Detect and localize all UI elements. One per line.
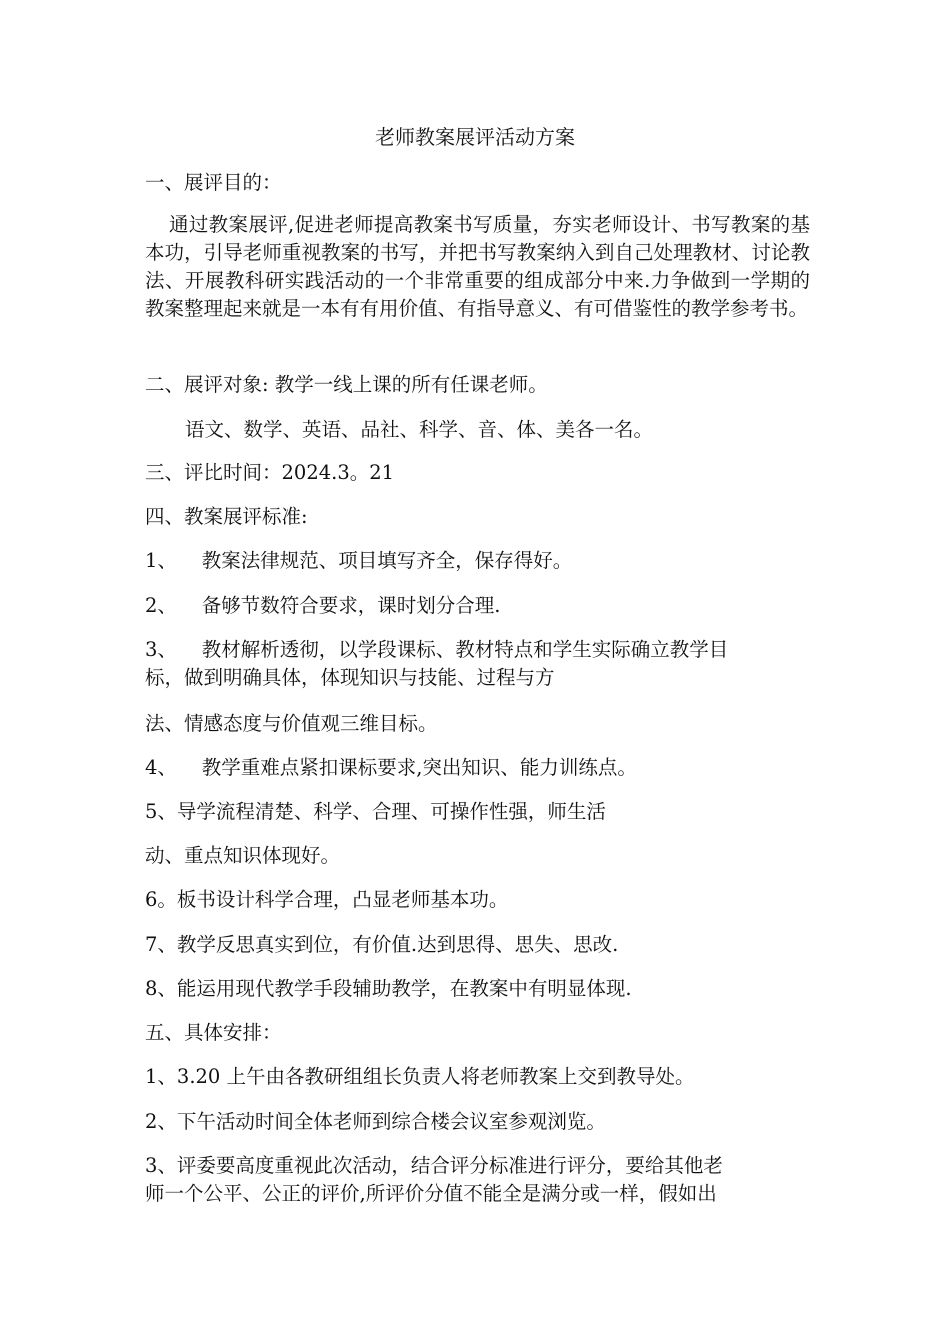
section-heading-criteria: 四、教案展评标准:	[145, 505, 308, 528]
arrangement-item: 1、3.20 上午由各教研组组长负责人将老师教案上交到教导处。	[145, 1065, 695, 1088]
section-heading-purpose: 一、展评目的：	[145, 171, 282, 194]
arrangement-item: 2、下午活动时间全体老师到综合楼会议室参观浏览。	[145, 1110, 606, 1133]
section-heading-arrangement: 五、具体安排：	[145, 1021, 282, 1044]
section-heading-time: 三、评比时间：2024.3。21	[145, 461, 395, 484]
section-heading-participants: 二、展评对象: 教学一线上课的所有任课老师。	[145, 373, 548, 396]
participants-subjects: 语文、数学、英语、品社、科学、音、体、美各一名。	[185, 418, 654, 441]
criteria-item-continuation: 法、情感态度与价值观三维目标。	[145, 712, 438, 735]
criteria-item: 2、 备够节数符合要求，课时划分合理.	[145, 594, 501, 617]
criteria-item-continuation: 标，做到明确具体，体现知识与技能、过程与方	[145, 666, 555, 689]
criteria-item: 1、 教案法律规范、项目填写齐全，保存得好。	[145, 549, 573, 572]
document-title: 老师教案展评活动方案	[375, 125, 575, 149]
criteria-item: 8、能运用现代教学手段辅助教学，在教案中有明显体现.	[145, 977, 632, 1000]
criteria-item: 7、教学反思真实到位，有价值.达到思得、思失、思改.	[145, 933, 619, 956]
criteria-item-continuation: 动、重点知识体现好。	[145, 844, 341, 867]
criteria-item: 6。板书设计科学合理，凸显老师基本功。	[145, 888, 509, 911]
arrangement-item: 3、评委要高度重视此次活动，结合评分标准进行评分，要给其他老	[145, 1154, 723, 1177]
criteria-item: 3、 教材解析透彻，以学段课标、教材特点和学生实际确立教学目	[145, 638, 729, 661]
criteria-item: 4、 教学重难点紧扣课标要求,突出知识、能力训练点。	[145, 756, 637, 779]
section-body-purpose: 通过教案展评,促进老师提高教案书写质量，夯实老师设计、书写教案的基本功，引导老师重视教案的书写，并把书写教案纳入到自己处理教材、讨论教法、开展教科研实践活动的一个非常重要的组成部分中来.力争做到一学期的教案整理起来就是一本有有用价值、有指导意义、有可借鉴性的教学参考书。	[145, 213, 810, 320]
criteria-item: 5、导学流程清楚、科学、合理、可操作性强，师生活	[145, 800, 606, 823]
arrangement-item-continuation: 师一个公平、公正的评价,所评价分值不能全是满分或一样，假如出	[145, 1182, 717, 1205]
